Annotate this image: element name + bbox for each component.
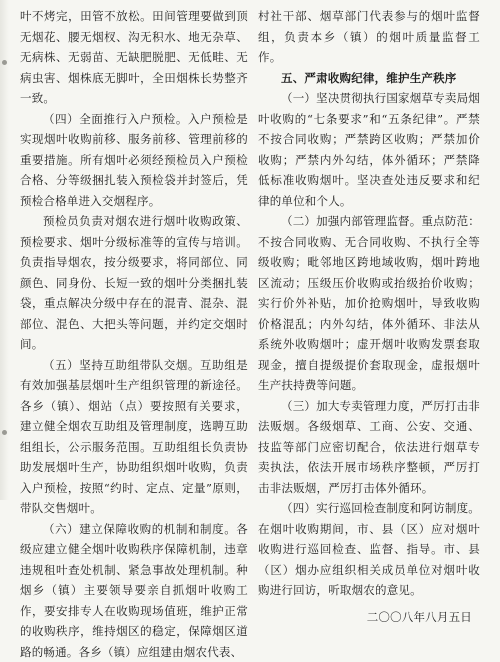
paragraph-household-precheck: （四）全面推行入户预检。入户预检是实现烟叶收购前移、服务前移、管理前移的重要措施。所有烟叶必须经预检员入户预检合格、分等级捆扎装入预检袋并封签后，凭预检合格单进入交烟程序。	[20, 109, 248, 212]
paragraph-seven-requirements: （一）坚决贯彻执行国家烟草专卖局烟叶收购的“七条要求”和“五条纪律”。严禁不按合同收购；严禁跨区收购；严禁加价收购；严禁内外勾结，体外循环；严禁降低标准收购烟叶。坚决查处违反要求和纪律的单位和个人。	[258, 88, 480, 211]
paragraph-internal-supervision: （二）加强内部管理监督。重点防范：不按合同收购、无合同收购、不执行全等级收购；毗邻地区跨地域收购，烟叶跨地区流动；压级压价收购或抬级抬价收购；实行价外补贴，加价抢购烟叶，导致收购价格混乱；内外勾结，体外循环、非法从系统外收购烟叶；虚开烟叶收购发票套取现金，擅自提级提价套取现金，虚报烟叶生产扶持费等问题。	[258, 211, 480, 396]
right-text-column	[258, 6, 480, 627]
paragraph-field-management: 叶不烤完，田管不放松。田间管理要做到顶无烟花、腰无烟杈、沟无积水、地无杂草、无病株、无弱苗、无缺肥脱肥、无低畦、无病虫害、烟株底无脚叶，全田烟株长势整齐一致。	[20, 6, 248, 109]
binding-hole	[2, 60, 7, 65]
page-binding-edge	[0, 0, 9, 500]
paragraph-inspection-system: （四）实行巡回检查制度和阿访制度。在烟叶收购期间，市、县（区）应对烟叶收购进行巡回检查、监督、指导。市、县（区）烟办应组织相关成员单位对烟叶收购进行回访，听取烟农的意见。	[258, 498, 480, 601]
section-heading-purchase-discipline: 五、严肃收购纪律，维护生产秩序	[258, 68, 480, 89]
document-date: 二〇〇八年八月五日	[258, 607, 480, 628]
left-text-column	[20, 6, 248, 662]
paragraph-purchase-mechanism: （六）建立保障收购的机制和制度。各级应建立健全烟叶收购秩序保障机制，违章违规租叶查处机制、紧急事故处理机制。种烟乡（镇）主要领导要亲自抓烟叶收购工作，要安排专人在收购现场值班，维护正常的收购秩序，维持烟区的稳定，保障烟区道路的畅通。各乡（镇）应组建由烟农代表、	[20, 519, 248, 662]
paragraph-monopoly-enforcement: （三）加大专卖管理力度，严厉打击非法贩烟。各级烟草、工商、公安、交通、技监等部门应密切配合，依法进行烟草专卖执法，依法开展市场秩序整顿，严厉打击非法贩烟，严厉打击体外循环。	[258, 396, 480, 499]
binding-hole	[2, 430, 7, 435]
paragraph-supervision-group: 村社干部、烟草部门代表参与的烟叶监督组，负责本乡（镇）的烟叶质量监督工作。	[258, 6, 480, 68]
paragraph-mutual-aid-group: （五）坚持互助组带队交烟。互助组是有效加强基层烟叶生产组织管理的新途径。各乡（镇）、烟站（点）要按照有关要求，建立健全烟农互助组及管理制度，选聘互助组组长，公示服务范围。互助组组长负责协助发展烟叶生产，协助组织烟叶收购，负责入户预检，按照“约时、定点、定量”原则，带队交售烟叶。	[20, 355, 248, 519]
paragraph-precheck-staff-duties: 预检员负责对烟农进行烟叶收购政策、预检要求、烟叶分级标准等的宣传与培训。负责指导烟农，按分级要求，将同部位、同颜色、同身份、长短一致的烟叶分类捆扎装袋，重点解决分级中存在的混青、混杂、混部位、混色、大把头等问题，并约定交烟时间。	[20, 211, 248, 355]
